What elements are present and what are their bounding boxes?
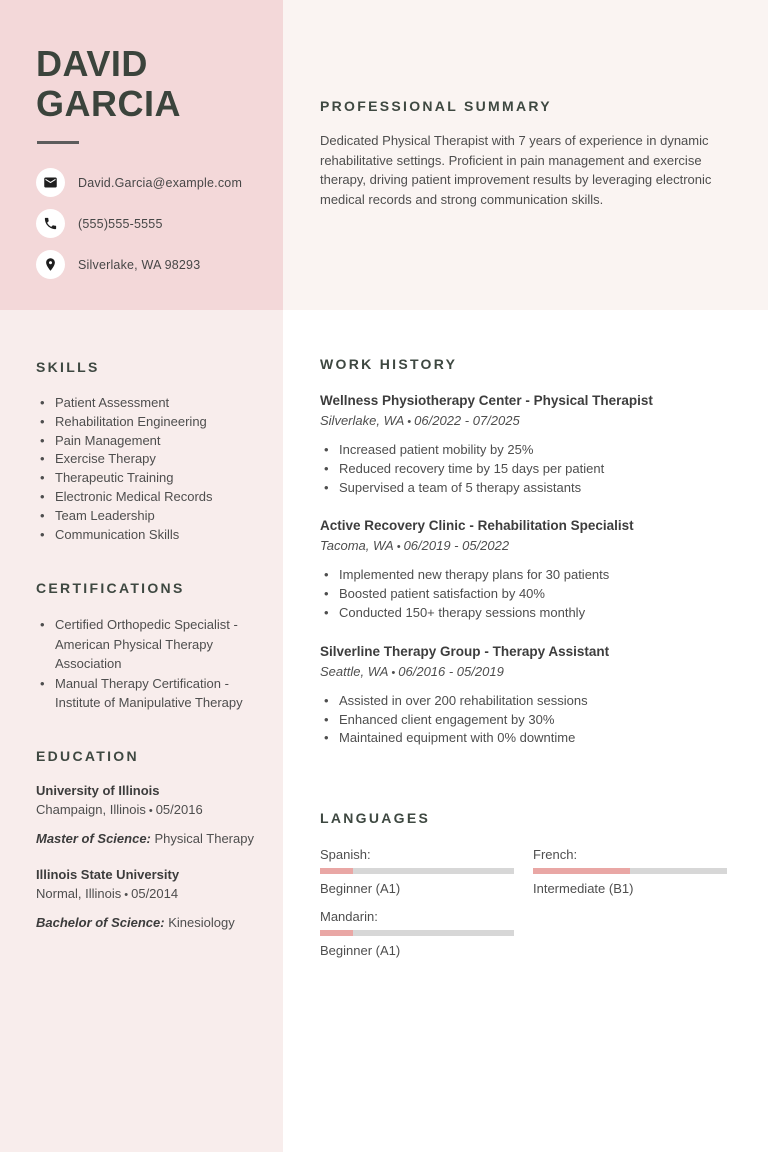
job-meta [320,662,745,683]
certifications-section [36,580,265,712]
degree-label: Bachelor of Science: [36,915,165,931]
degree-line [36,914,265,932]
school-meta [36,884,265,905]
skills-list [36,394,265,544]
certification-item: • Certified Orthopedic Specialist - American Physical Therapy Association [36,615,265,673]
name-line-1: DAVID [36,43,148,84]
job-bullet: • Increased patient mobility by 25% [320,441,745,460]
language-bar-fill [533,868,630,874]
job-separator: - [525,393,530,408]
name-line-2: GARCIA [36,83,181,124]
job-entry [320,392,745,497]
job-bullet: • Maintained equipment with 0% downtime [320,729,745,748]
location-text: Silverlake, WA 98293 [78,257,201,272]
contact-email [36,168,265,197]
language-bar-track [320,868,514,874]
degree-line [36,830,265,848]
degree-field: Physical Therapy [154,831,254,847]
contact-location [36,250,265,279]
job-bullet-list [320,441,745,497]
certifications-heading: CERTIFICATIONS [36,580,185,597]
school-name: Illinois State University [36,867,180,883]
sidebar [0,310,283,1152]
meta-dot: • [148,805,153,818]
job-dates: 06/2016 - 05/2019 [398,663,504,679]
job-meta [320,536,745,557]
email-text: David.Garcia@example.com [78,175,243,190]
certification-item: • Manual Therapy Certification - Institute of Manipulative Therapy [36,674,265,712]
skill-item: • Communication Skills [36,526,265,545]
job-company: Silverline Therapy Group [320,643,481,659]
job-entry [320,643,745,748]
location-icon [43,257,58,272]
job-bullet-list [320,692,745,748]
contact-icon-circle [36,209,65,238]
contact-list [36,168,265,279]
job-separator: - [484,643,489,659]
header-panel [0,0,283,310]
phone-icon [43,216,58,231]
job-bullet: • Boosted patient satisfaction by 40% [320,585,745,604]
main-content [283,310,768,1152]
skills-heading: SKILLS [36,359,100,375]
education-heading: EDUCATION [36,748,139,765]
job-title [320,517,745,535]
language-item [320,909,514,958]
contact-icon-circle [36,250,65,279]
degree-field: Kinesiology [168,915,235,931]
language-bar-track [533,868,727,874]
meta-dot: • [124,889,129,902]
job-location: Silverlake, WA [320,413,405,428]
job-location: Seattle, WA [320,663,389,679]
language-level: Beginner (A1) [320,881,401,897]
skill-item: • Electronic Medical Records [36,488,265,507]
job-separator: - [469,518,474,534]
job-dates: 06/2022 - 07/2025 [414,413,520,428]
email-icon [43,175,58,190]
work-history-section [320,356,745,748]
contact-phone [36,209,265,238]
certifications-list [36,615,265,712]
name-divider [37,141,79,144]
school-location: Champaign, Illinois [36,802,146,818]
language-bar-fill [320,868,353,874]
skill-item: • Exercise Therapy [36,450,265,469]
education-section [36,748,265,932]
person-name [36,44,265,124]
language-bar-fill [320,930,353,936]
job-location: Tacoma, WA [320,538,394,554]
job-company: Wellness Physiotherapy Center [320,393,522,408]
job-bullet-list [320,566,745,622]
skill-item: • Pain Management [36,432,265,451]
job-bullet: • Reduced recovery time by 15 days per patient [320,460,745,479]
job-bullet: • Enhanced client engagement by 30% [320,711,745,730]
meta-dot: • [407,416,412,428]
summary-heading: PROFESSIONAL SUMMARY [320,98,552,114]
education-entry [36,866,265,932]
school-date: 05/2014 [131,886,179,902]
job-role: Therapy Assistant [492,643,610,659]
job-title [320,392,745,410]
summary-text: Dedicated Physical Therapist with 7 years of experience in dynamic rehabilitative settings. Proficient in pain management and exercise therapy, driving patient improvement results by leveraging electronic medical records and strong communication skills. [320,133,712,207]
job-role: Physical Therapist [533,393,653,408]
job-bullet: • Conducted 150+ therapy sessions monthly [320,604,745,623]
job-meta [320,411,745,432]
languages-heading: LANGUAGES [320,810,431,827]
job-title [320,643,745,661]
languages-grid [320,847,745,958]
work-history-heading: WORK HISTORY [320,356,458,372]
skills-section [36,359,265,544]
school-name: University of Illinois [36,783,160,799]
language-name: Mandarin: [320,909,378,925]
languages-section [320,810,745,958]
job-entry [320,517,745,622]
skill-item: • Therapeutic Training [36,469,265,488]
meta-dot: • [396,541,401,554]
language-level: Beginner (A1) [320,943,401,959]
summary-section [283,0,768,310]
skill-item: • Team Leadership [36,507,265,526]
school-meta [36,800,265,821]
phone-text: (555)555-5555 [78,216,163,231]
school-location: Normal, Illinois [36,886,122,902]
school-date: 05/2016 [155,802,203,818]
education-entry [36,782,265,848]
language-level: Intermediate (B1) [533,881,634,897]
language-item [320,847,514,896]
meta-dot: • [391,666,396,679]
degree-label: Master of Science: [36,831,151,847]
job-bullet: • Supervised a team of 5 therapy assistants [320,479,745,498]
job-bullet: • Assisted in over 200 rehabilitation sessions [320,692,745,711]
language-item [533,847,727,896]
language-name: French: [533,847,578,863]
skill-item: • Patient Assessment [36,394,265,413]
skill-item: • Rehabilitation Engineering [36,413,265,432]
job-role: Rehabilitation Specialist [477,518,634,534]
contact-icon-circle [36,168,65,197]
job-bullet: • Implemented new therapy plans for 30 patients [320,566,745,585]
language-bar-track [320,930,514,936]
job-dates: 06/2019 - 05/2022 [403,538,510,554]
job-company: Active Recovery Clinic [320,518,466,534]
language-name: Spanish: [320,847,371,863]
